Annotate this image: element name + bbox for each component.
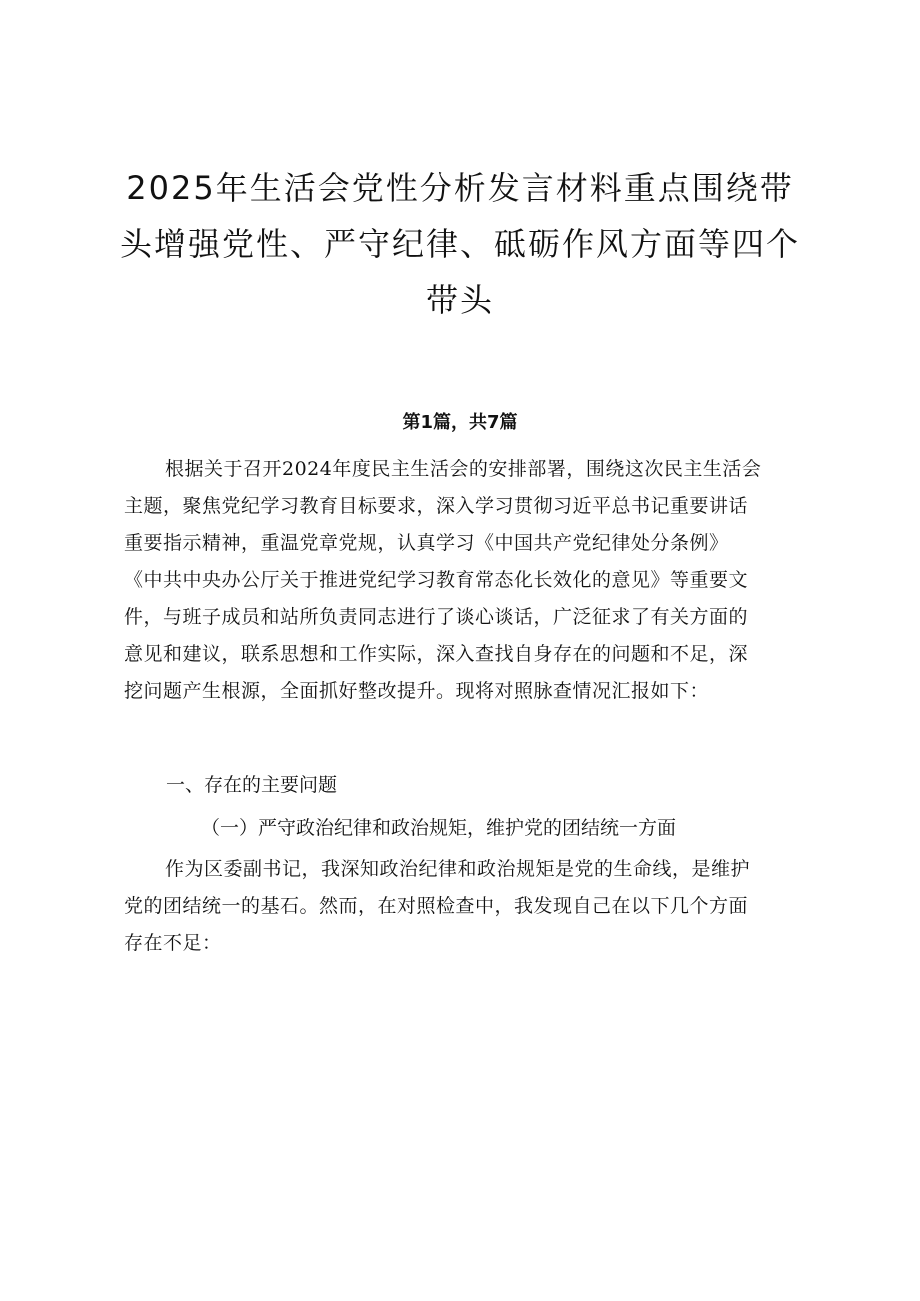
part-label: 第1篇，共7篇 bbox=[402, 412, 518, 433]
document-title bbox=[95, 160, 825, 328]
section-heading: 一、存在的主要问题 bbox=[166, 774, 338, 796]
text-line: 重要指示精神，重温党章党规，认真学习《中国共产党纪律处分条例》 bbox=[124, 532, 729, 554]
intro-paragraph bbox=[124, 451, 810, 710]
text-line: 党的团结统一的基石。然而，在对照检查中，我发现自己在以下几个方面 bbox=[124, 895, 749, 917]
text-line: 作为区委副书记，我深知政治纪律和政治规矩是党的生命线，是维护 bbox=[165, 858, 751, 880]
subsection-heading: （一）严守政治纪律和政治规矩，维护党的团结统一方面 bbox=[201, 817, 677, 839]
text-line: 《中共中央办公厅关于推进党纪学习教育常态化长效化的意见》等重要文 bbox=[124, 569, 749, 591]
title-line: 带头 bbox=[425, 281, 494, 319]
text-line: 根据关于召开2024年度民主生活会的安排部署，围绕这次民主生活会 bbox=[165, 458, 762, 480]
text-line: 意见和建议，联系思想和工作实际，深入查找自身存在的问题和不足，深 bbox=[124, 643, 749, 665]
title-line: 头增强党性、严守纪律、砥砺作风方面等四个 bbox=[119, 225, 800, 263]
title-line: 2025年生活会党性分析发言材料重点围绕带 bbox=[126, 169, 794, 207]
text-line: 件，与班子成员和站所负责同志进行了谈心谈话，广泛征求了有关方面的 bbox=[124, 606, 749, 628]
text-line: 挖问题产生根源，全面抓好整改提升。现将对照脉查情况汇报如下： bbox=[124, 680, 710, 702]
text-line: 存在不足： bbox=[124, 932, 222, 954]
body-paragraph bbox=[124, 851, 810, 962]
text-line: 主题，聚焦党纪学习教育目标要求，深入学习贯彻习近平总书记重要讲话 bbox=[124, 495, 749, 517]
